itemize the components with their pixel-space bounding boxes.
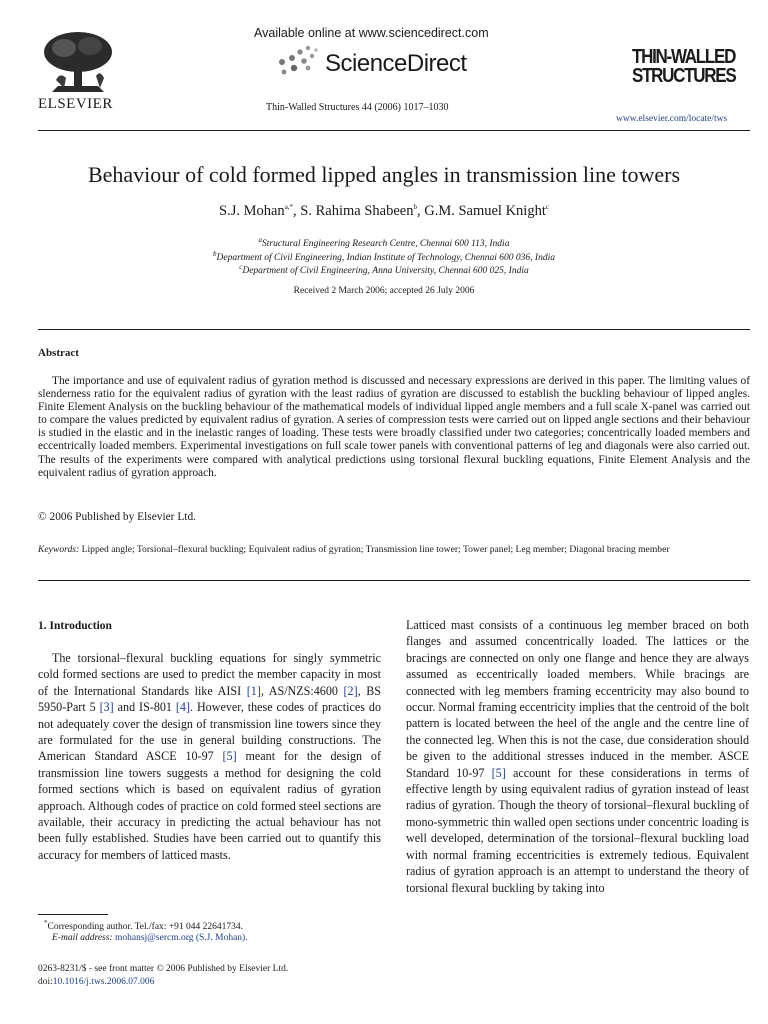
author-separator: ,: [293, 203, 301, 219]
header-divider: [38, 130, 750, 131]
author-list: [0, 203, 768, 220]
body-text: , AS/NZS:4600: [260, 683, 344, 698]
article-title: Behaviour of cold formed lipped angles in transmission line towers: [87, 162, 681, 187]
keywords: [38, 543, 750, 556]
email-label: E-mail address:: [52, 933, 113, 943]
citation-link[interactable]: [4]: [175, 700, 190, 715]
author-name: S.J. Mohan: [219, 203, 285, 219]
abstract-body: The importance and use of equivalent radius of gyration method is discussed and necessary expressions are derived in this paper. The limiting values of slenderness ratio for the equivalent radius of gyration with the least radius of gyration are discussed to establish the buckling behaviour of lipped angles. Finite Element Analysis on the buckling behaviour of the mathematical models of individual lipped angle members and a full scale X-panel was carried out to compare the values predicted by equivalent radius of gyration. A series of compression tests were carried out on lipped angle sections and their behaviour is studied in the elastic and in the inelastic ranges of loading. These tests were broadly classified under two categories; concentrically loaded members and eccentrically loaded members. Experimental investigations on full scale tower panels with conventional patterns of leg and diagonals were also carried out. The results of the experiments were compared with analytical predictions using torsional flexural buckling equations, Finite Element Analysis and the equivalent radius of gyration approach.: [38, 375, 750, 479]
keywords-label: Keywords:: [38, 544, 80, 555]
body-text: . However, these codes of practices do not adequately cover the design of transmission line towers since they are formulated for the use in general building constructions. The American Standard ASCE 10-97: [38, 700, 381, 764]
footnote-mark: *: [44, 919, 48, 927]
doi-link[interactable]: 10.1016/j.tws.2006.07.006: [52, 977, 155, 987]
citation-link[interactable]: [1]: [246, 683, 261, 698]
affiliation-text: Department of Civil Engineering, Anna University, Chennai 600 025, India: [242, 266, 529, 277]
sciencedirect-dots-icon: [274, 44, 324, 76]
citation-link[interactable]: [5]: [491, 765, 506, 780]
citation-link[interactable]: [5]: [222, 749, 237, 764]
author-name: G.M. Samuel Knight: [424, 203, 546, 219]
body-text: meant for the design of transmission line towers suggests a method for designing the cold formed sections which is based on equivalent radius of gyration approach. Although codes of practice on cold formed steel sections are available, their accuracy in predicting the actual behaviour has not been fully established. Studies have been carried out to quantify this accuracy for members of latticed masts.: [38, 749, 381, 862]
body-text: Latticed mast consists of a continuous leg member braced on both flanges and assumed concentrically loaded. The lattices or the bracings are connected on only one flange and hence they are always assumed as eccentrically loaded members. While bracings are connected with leg members framing eccentricity may also bound to occur. Normal framing eccentricity implies that the centroid of the bolt pattern is located between the heel of the angle and the centre line of the connected leg. When this is not the case, due consideration should be given to the additional stresses induced in the member. ASCE Standard 10-97: [406, 618, 749, 780]
author-affiliation-mark[interactable]: b: [413, 203, 417, 212]
journal-url-link[interactable]: www.elsevier.com/locate/tws: [616, 114, 728, 124]
right-column-text: [406, 617, 749, 896]
left-column-text: [38, 650, 381, 863]
affiliation: [0, 250, 768, 263]
footnote-text: Corresponding author. Tel./fax: +91 044 22641734.: [47, 922, 244, 933]
body-text: , BS 5950-Part 5: [38, 683, 382, 715]
affiliation: [0, 263, 768, 276]
body-text: and IS-801: [113, 700, 176, 715]
author-affiliation-mark[interactable]: a,*: [284, 203, 294, 212]
affiliation-text: Structural Engineering Research Centre, Chennai 600 113, India: [262, 239, 510, 250]
email-note: [52, 933, 248, 943]
keywords-text: Lipped angle; Torsional–flexural buckling; Equivalent radius of gyration; Transmission line tower; Tower panel; Leg member; Diagonal bracing member: [79, 544, 670, 555]
email-link[interactable]: mohansj@sercm.org (S.J. Mohan).: [112, 933, 248, 943]
publisher-name: ELSEVIER: [38, 96, 113, 112]
elsevier-tree-logo: [38, 28, 118, 98]
abstract-bottom-divider: [38, 580, 750, 581]
section-heading: 1. Introduction: [38, 620, 112, 632]
journal-logo: [632, 48, 735, 86]
abstract-top-divider: [38, 329, 750, 330]
affiliation-mark: a: [258, 236, 263, 244]
author-separator: ,: [416, 203, 425, 219]
body-text: The torsional–flexural buckling equations for singly symmetric cold formed sections are used to predict the member capacity in most of the International Standards like AISI: [38, 651, 381, 698]
doi-line: [38, 977, 154, 987]
corresponding-author-note: [44, 919, 243, 932]
body-text: account for these considerations in terms of effective length by using equivalent radius of gyration instead of least radius of gyration. Though the theory of torsional–flexural buckling of mono-symmetric thin walled open sections under concentric loading is well developed, determination of the torsional–flexural buckling load with normal framing eccentricities is extremely tedious. Equivalent radius of gyration approach is an attempt to understand the theory of torsional flexural buckling by taking into: [406, 765, 749, 895]
affiliation: [0, 236, 768, 249]
doi-label: doi:: [38, 977, 53, 987]
received-dates: Received 2 March 2006; accepted 26 July 2006: [293, 286, 475, 296]
available-online-text[interactable]: Available online at www.sciencedirect.com: [254, 26, 489, 40]
sciencedirect-wordmark: ScienceDirect: [325, 50, 467, 77]
author-affiliation-mark[interactable]: c: [545, 203, 549, 212]
footnote-divider: [38, 914, 108, 915]
issn-line: 0263-8231/$ - see front matter © 2006 Published by Elsevier Ltd.: [38, 964, 289, 974]
author-name: S. Rahima Shabeen: [300, 203, 414, 219]
affiliation-text: Department of Civil Engineering, Indian Institute of Technology, Chennai 600 036, India: [216, 253, 555, 264]
journal-citation: Thin-Walled Structures 44 (2006) 1017–1030: [266, 102, 449, 113]
citation-link[interactable]: [2]: [343, 683, 358, 698]
affiliation-mark: b: [213, 250, 217, 258]
abstract-heading: Abstract: [38, 347, 79, 359]
citation-link[interactable]: [3]: [99, 700, 114, 715]
affiliation-mark: c: [239, 263, 243, 271]
journal-logo-line-2: STRUCTURES: [632, 65, 736, 87]
copyright-line: © 2006 Published by Elsevier Ltd.: [38, 511, 196, 523]
journal-logo-line-1: THIN-WALLED: [632, 46, 736, 68]
